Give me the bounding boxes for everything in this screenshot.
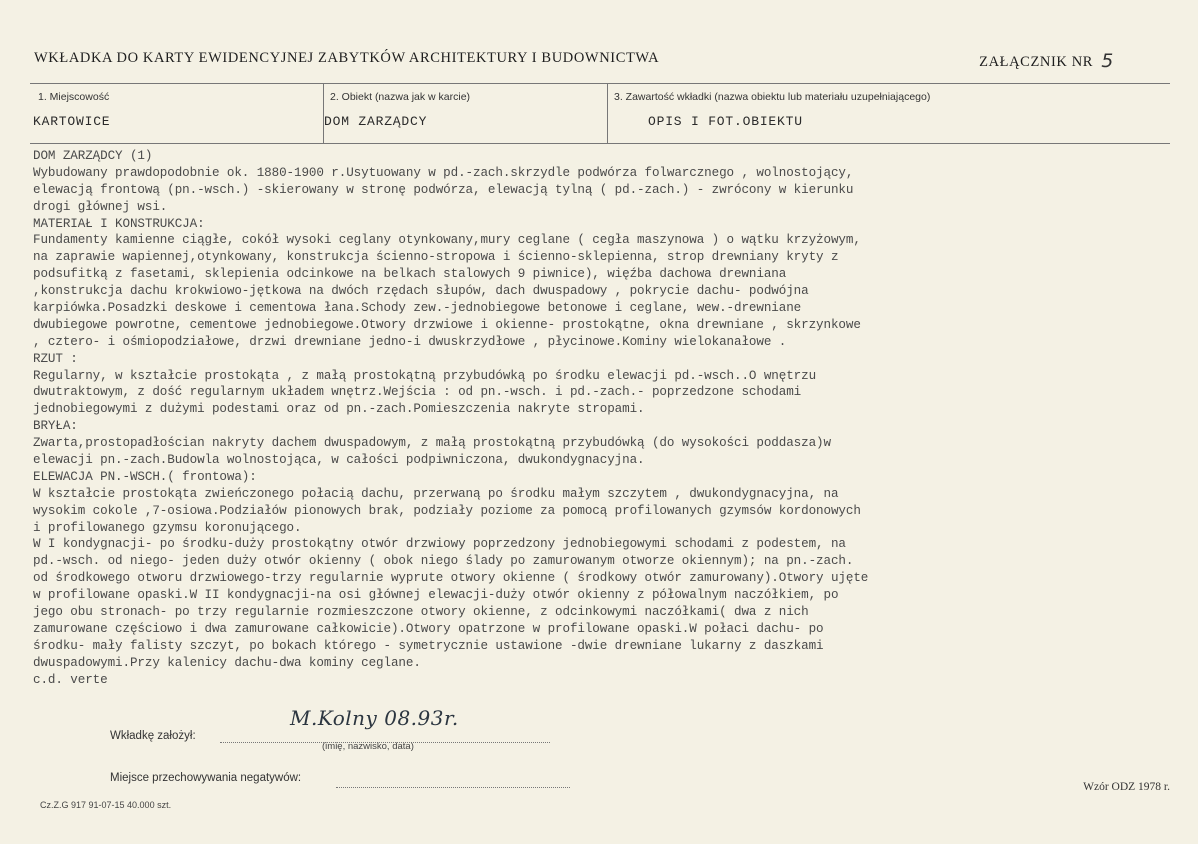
text-line: karpiówka.Posadzki deskowe i cementowa łana.Schody zew.-jednobiegowe betonowe i ceglane, wew.-drewniane [33, 301, 802, 316]
text-line: ,konstrukcja dachu krokwiowo-jętkowa na dwóch rzędach słupów, dach dwuspadowy , pokrycie dachu- podwójna [33, 284, 809, 299]
text-line: podsufitką z fasetami, sklepienia odcinkowe na belkach stalowych 9 piwnice), więźba dachowa drewniana [33, 267, 787, 282]
field-object-label: 2. Obiekt (nazwa jak w karcie) [330, 91, 471, 103]
annex-number: 5 [1101, 50, 1114, 72]
field-locality-label: 1. Miejscowość [38, 91, 110, 103]
text-line: BRYŁA: [33, 419, 78, 434]
print-code: Cz.Z.G 917 91-07-15 40.000 szt. [40, 800, 172, 810]
text-line: MATERIAŁ I KONSTRUKCJA: [33, 216, 205, 231]
text-line: pd.-wsch. od niego- jeden duży otwór okienny ( obok niego ślady po zamurowanym otworze okiennym); na pn.-zach. [33, 554, 854, 569]
text-line: W I kondygnacji- po środku-duży prostokątny otwór drzwiowy poprzedzony jednobiegowymi schodami z podestem, na [33, 537, 846, 552]
text-line: wysokim cokole ,7-osiowa.Podziałów pionowych brak, podziały poziome za pomocą profilowanych gzymsów kordonowych [33, 503, 861, 518]
text-line: ELEWACJA PN.-WSCH.( frontowa): [33, 469, 257, 484]
text-line: w profilowane opaski.W II kondygnacji-na osi głównej elewacji-duży otwór okienny z półowalnym naczółkiem, po [33, 588, 839, 603]
annex-label: ZAŁĄCZNIK NR [979, 54, 1094, 70]
field-contents-value: OPIS I FOT.OBIEKTU [648, 114, 803, 129]
text-line: i profilowanego gzymsu koronującego. [33, 520, 302, 535]
negatives-label: Miejsce przechowywania negatywów: [110, 772, 302, 784]
text-line: c.d. verte [33, 672, 108, 687]
text-line: Wybudowany prawdopodobnie ok. 1880-1900 r.Usytuowany w pd.-zach.skrzydle podwórza folwarcznego , wolnostojący, [33, 165, 854, 180]
text-line: jego obu stronach- po trzy regularnie rozmieszczone otwory okienne, z odcinkowymi naczółkami( dwa z nich [33, 605, 809, 620]
text-line: od środkowego otworu drzwiowego-trzy regularnie wyprute otwory okienne ( środkowy otwór zamurowany).Otwory ujęte [33, 571, 869, 586]
field-contents [607, 84, 1171, 143]
text-line: dwutraktowym, z dość regularnym układem wnętrz.Wejścia : od pn.-wsch. i pd.-zach.- poprzedzone schodami [33, 385, 802, 400]
field-locality [30, 84, 322, 143]
text-line: elewacją frontową (pn.-wsch.) -skierowany w stronę podwórza, elewacją tylną ( pd.-zach.) - zwrócony w kierunku [33, 182, 854, 197]
field-locality-value: KARTOWICE [33, 114, 111, 129]
text-line: DOM ZARZĄDCY (1) [33, 149, 153, 163]
inserted-by-label: Wkładkę założył: [110, 730, 196, 742]
signature-caption: (imię, nazwisko, data) [322, 741, 414, 752]
text-line: elewacji pn.-zach.Budowla wolnostojąca, w całości podpiwniczona, dwukondygnacyjna. [33, 453, 645, 468]
text-line: W kształcie prostokąta zwieńczonego połacią dachu, przerwaną po środku małym szczytem , dwukondygnacyjna, na [33, 486, 839, 501]
form-title: WKŁADKA DO KARTY EWIDENCYJNEJ ZABYTKÓW ARCHITEKTURY I BUDOWNICTWA [34, 50, 660, 66]
text-line: , cztero- i ośmiopodziałowe, drzwi drewniane jedno-i dwuskrzydłowe , płycinowe.Kominy wielokanałowe . [33, 334, 787, 349]
handwritten-signature: M.Kolny 08.93r. [290, 706, 459, 730]
text-line: dwuspadowymi.Przy kalenicy dachu-dwa kominy ceglane. [33, 655, 421, 670]
text-line: Fundamenty kamienne ciągłe, cokół wysoki ceglany otynkowany,mury ceglane ( cegła maszynowa ) o wątku krzyżowym, [33, 233, 861, 248]
negatives-line [336, 787, 570, 788]
text-line: RZUT : [33, 351, 78, 366]
header-fields [30, 83, 1170, 144]
field-contents-label: 3. Zawartość wkładki (nazwa obiektu lub materiału uzupełniającego) [614, 91, 931, 103]
text-line: środku- mały falisty szczyt, po bokach którego - symetrycznie ustawione -dwie drewniane lukarny z daszkami [33, 638, 824, 653]
annex-heading [979, 49, 1114, 71]
text-line: dwubiegowe powrotne, cementowe jednobiegowe.Otwory drzwiowe i okienne- prostokątne, okna drewniane , skrzynkowe [33, 317, 861, 332]
text-line: drogi głównej wsi. [33, 199, 168, 214]
typed-description [33, 148, 1173, 689]
text-line: na zaprawie wapiennej,otynkowany, konstrukcja ścienno-stropowa i ścienno-sklepienna, strop drewniany kryty z [33, 250, 839, 265]
text-line: Regularny, w kształcie prostokąta , z małą prostokątną przybudówką po środku elewacji pd.-wsch..O wnętrzu [33, 368, 817, 383]
text-line: Zwarta,prostopadłościan nakryty dachem dwuspadowym, z małą prostokątną przybudówką (do wysokości poddasza)w [33, 436, 831, 451]
field-object [323, 84, 607, 143]
text-line: jednobiegowymi z dużymi podestami oraz od pn.-zach.Pomieszczenia nakryte stropami. [33, 402, 645, 417]
text-line: zamurowane częściowo i dwa zamurowane całkowicie).Otwory opatrzone w profilowane opaski.W połaci dachu- po [33, 621, 824, 636]
form-model: Wzór ODZ 1978 r. [1083, 781, 1170, 793]
field-object-value: DOM ZARZĄDCY [324, 114, 428, 129]
